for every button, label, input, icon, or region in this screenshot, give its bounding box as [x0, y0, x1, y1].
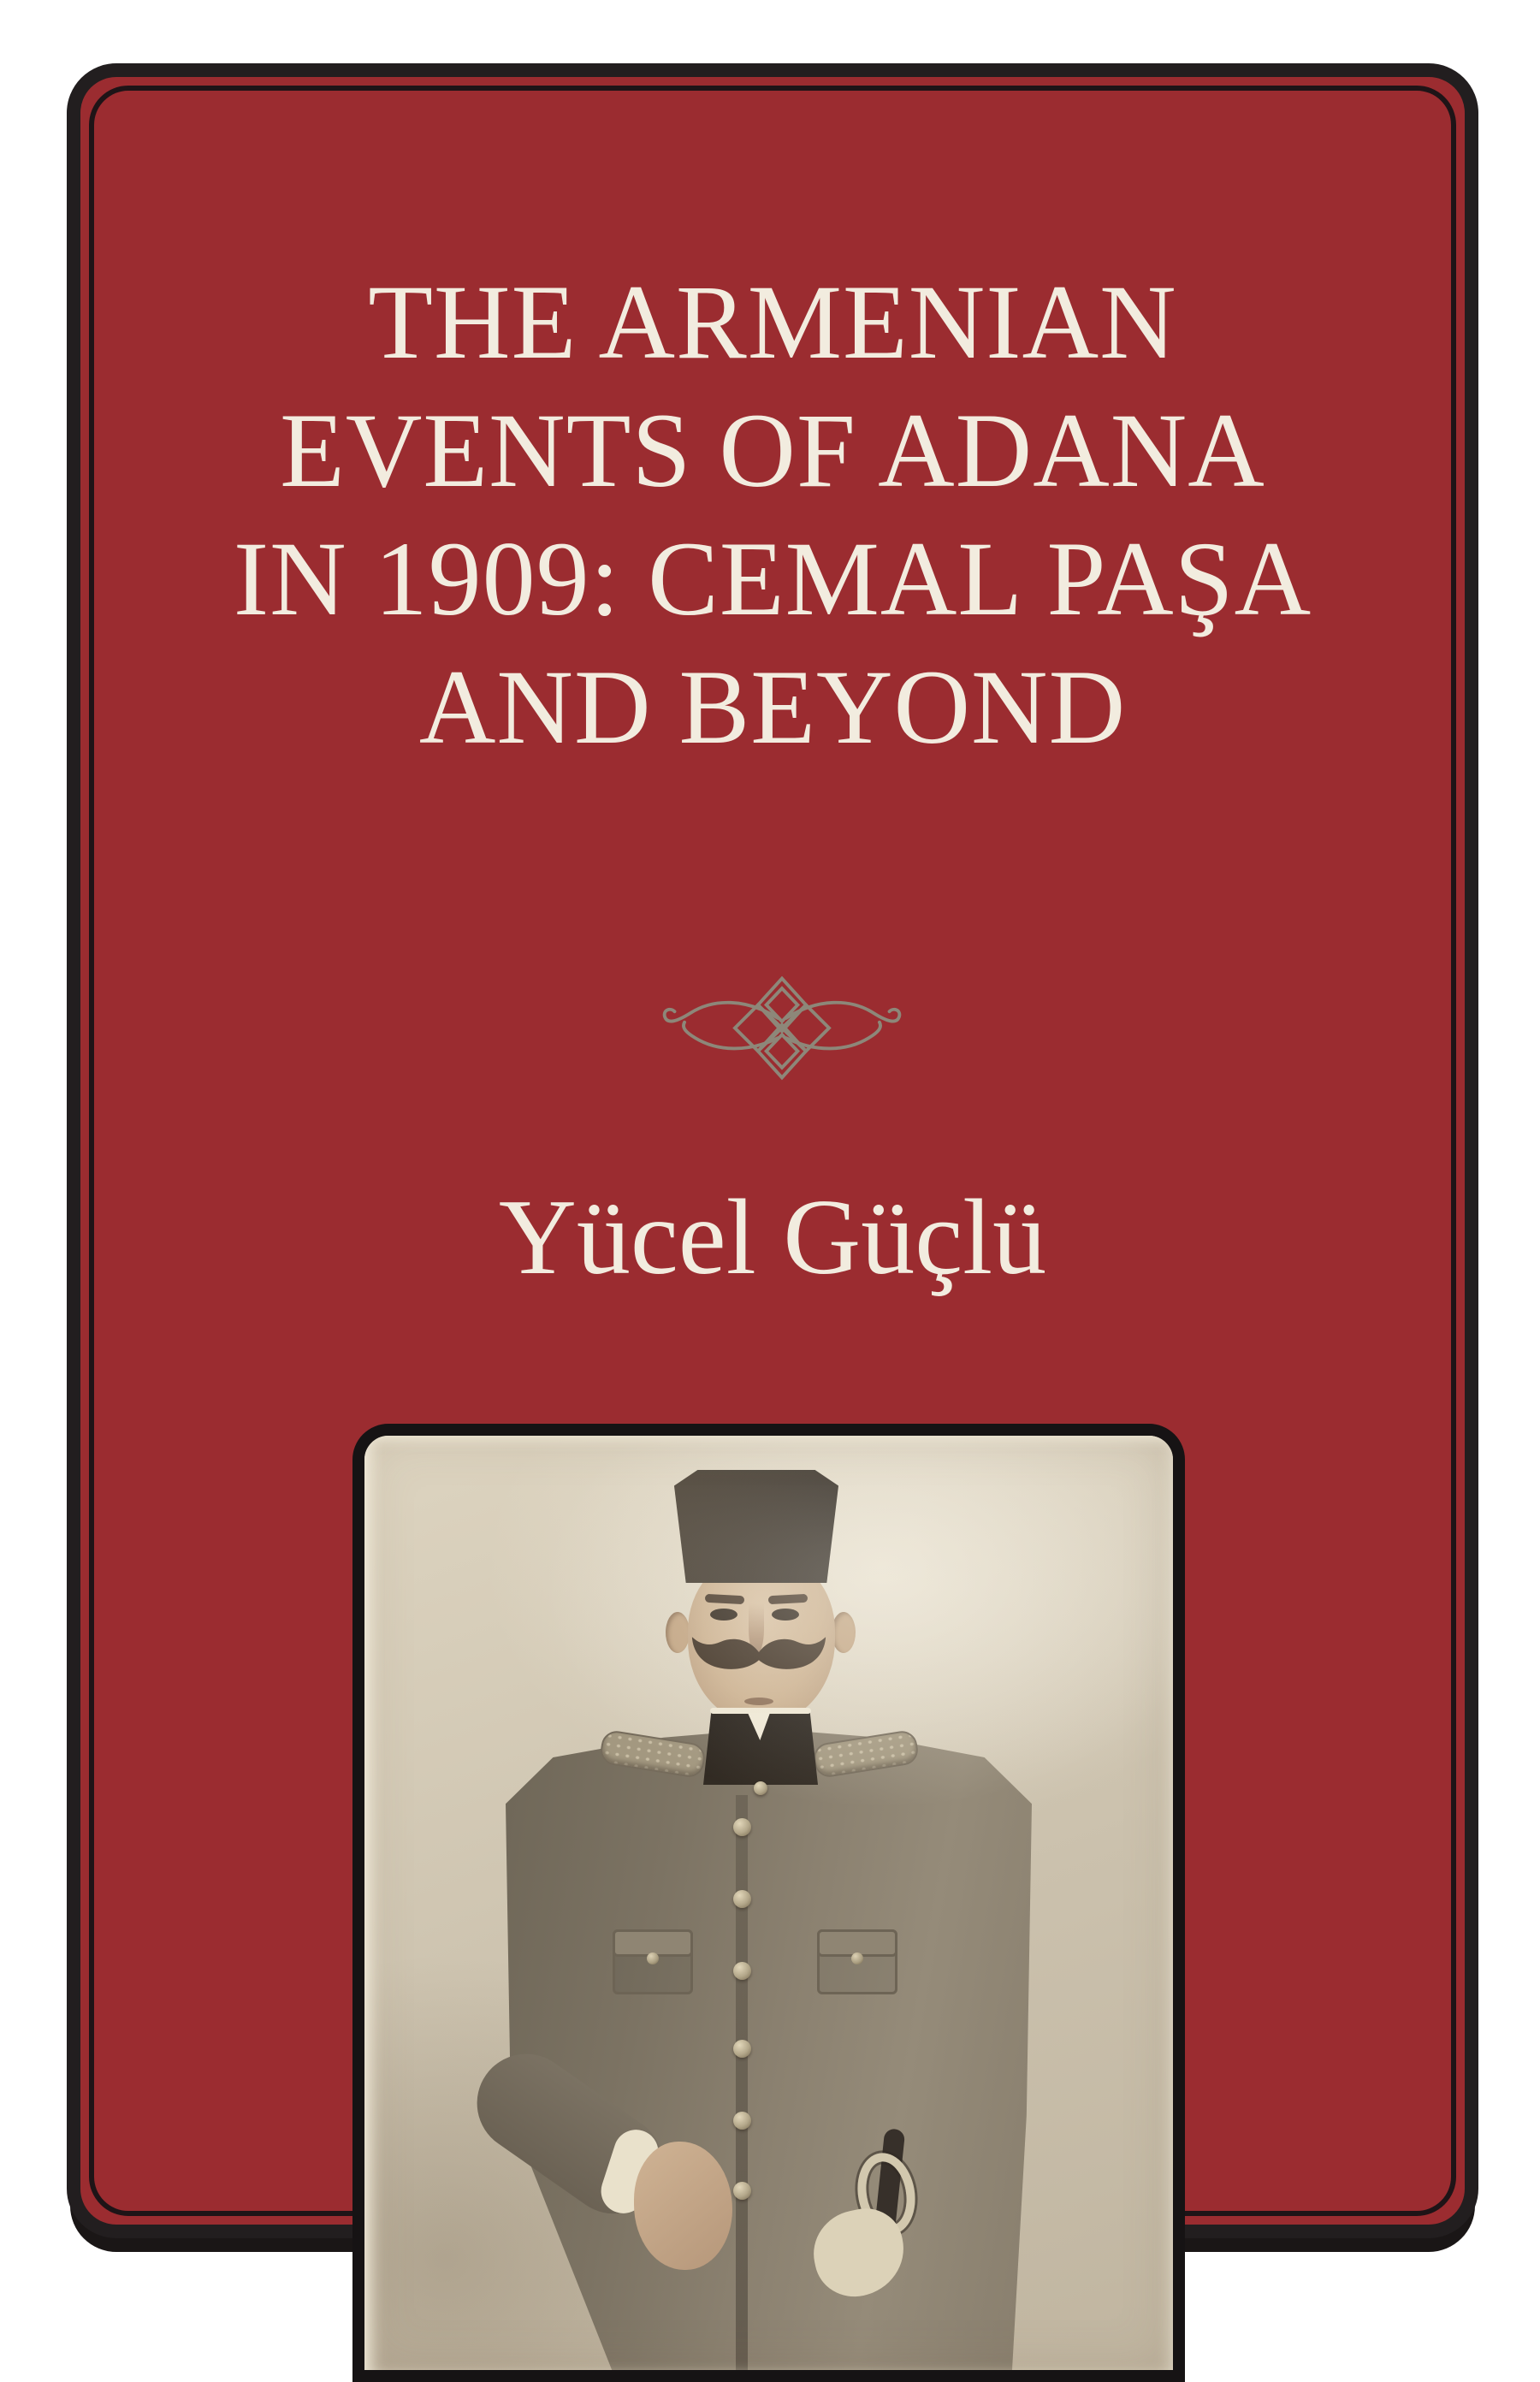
portrait-mouth — [744, 1698, 773, 1705]
portrait-collar-button — [754, 1781, 767, 1795]
portrait-button — [733, 2182, 751, 2200]
photo-background — [364, 1436, 1173, 2370]
portrait-button — [733, 1962, 751, 1980]
title-line-1: THE ARMENIAN — [368, 264, 1177, 381]
portrait-uniform-jacket — [506, 1731, 1032, 2382]
portrait-left-chest-pocket — [613, 1929, 693, 1994]
title-line-4: AND BEYOND — [418, 649, 1127, 766]
portrait-button — [733, 1818, 751, 1836]
portrait-button-placket — [736, 1795, 748, 2382]
portrait-right-eye — [772, 1609, 799, 1621]
portrait-shirt-collar-edge — [710, 1708, 811, 1714]
portrait-button — [733, 1890, 751, 1908]
handlebar-mustache-icon — [679, 1631, 838, 1696]
fleuron-ornament-icon — [651, 969, 913, 1088]
title-line-3: IN 1909: CEMAL PAŞA — [233, 520, 1312, 637]
portrait-button — [733, 2040, 751, 2058]
title-line-2: EVENTS OF ADANA — [280, 392, 1265, 509]
portrait-right-chest-pocket — [817, 1929, 897, 1994]
cover-photo-frame — [352, 1424, 1185, 2382]
portrait-button — [733, 2112, 751, 2130]
book-title — [132, 258, 1413, 772]
author-name: Yücel Güçlü — [498, 1178, 1047, 1297]
portrait-fez-hat — [672, 1470, 840, 1583]
portrait-left-eye — [710, 1609, 737, 1621]
